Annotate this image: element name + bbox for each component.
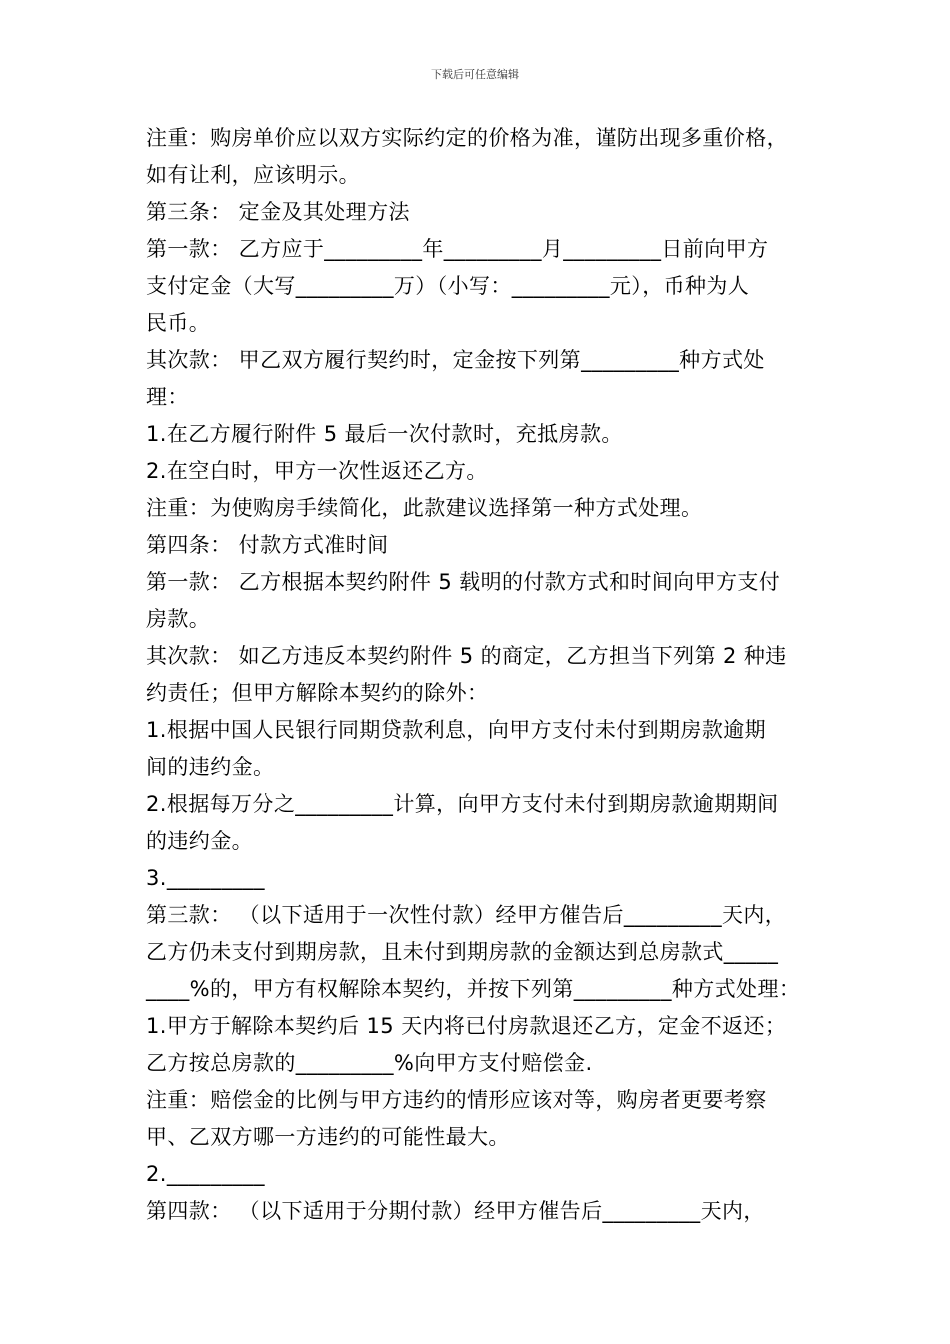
text-line: 其次款： 如乙方违反本契约附件 5 的商定，乙方担当下列第 2 种违 (146, 644, 787, 668)
text-line: 1.甲方于解除本契约后 15 天内将已付房款退还乙方，定金不返还； (146, 1014, 787, 1038)
text-line: 注重：购房单价应以双方实际约定的价格为准，谨防出现多重价格， (146, 126, 788, 150)
text-line: 第一款： 乙方应于_________年_________月_________日前向甲方 (146, 237, 769, 261)
document-body (146, 120, 818, 1230)
text-line: 支付定金（大写_________万）（小写：_________元），币种为人 (146, 274, 750, 298)
text-line: 第一款： 乙方根据本契约附件 5 载明的付款方式和时间向甲方支付 (146, 570, 781, 594)
section-heading: 第三条： 定金及其处理方法 (146, 200, 410, 224)
text-line: 其次款： 甲乙双方履行契约时，定金按下列第_________种方式处 (146, 348, 765, 372)
text-line: 3._________ (146, 866, 265, 890)
text-line: 乙方按总房款的_________%向甲方支付赔偿金. (146, 1051, 593, 1075)
text-line: 第三款： （以下适用于一次性付款）经甲方催告后_________天内， (146, 903, 787, 927)
text-line: 房款。 (146, 607, 211, 631)
text-line: 民币。 (146, 311, 211, 335)
section-heading: 第四条： 付款方式准时间 (146, 533, 389, 557)
text-line: 如有让利，应该明示。 (146, 163, 360, 187)
text-line: ____%的，甲方有权解除本契约，并按下列第_________种方式处理： (146, 977, 801, 1001)
text-line: 1.在乙方履行附件 5 最后一次付款时，充抵房款。 (146, 422, 623, 446)
text-line: 约责任；但甲方解除本契约的除外： (146, 681, 489, 705)
text-line: 注重：为使购房手续简化，此款建议选择第一种方式处理。 (146, 496, 703, 520)
text-line: 乙方仍未支付到期房款，且未付到期房款的金额达到总房款式_____ (146, 940, 779, 964)
text-line: 2._________ (146, 1162, 265, 1186)
page-header: 下载后可任意编辑 (431, 68, 519, 81)
text-line: 第四款： （以下适用于分期付款）经甲方催告后_________天内， (146, 1199, 765, 1223)
text-line: 间的违约金。 (146, 755, 275, 779)
text-line: 2.根据每万分之_________计算，向甲方支付未付到期房款逾期期间 (146, 792, 779, 816)
text-line: 2.在空白时，甲方一次性返还乙方。 (146, 459, 488, 483)
text-line: 1.根据中国人民银行同期贷款利息，向甲方支付未付到期房款逾期 (146, 718, 767, 742)
text-line: 甲、乙双方哪一方违约的可能性最大。 (146, 1125, 510, 1149)
text-line: 的违约金。 (146, 829, 253, 853)
text-line: 注重：赔偿金的比例与甲方违约的情形应该对等，购房者更要考察 (146, 1088, 767, 1112)
text-line: 理： (146, 385, 189, 409)
